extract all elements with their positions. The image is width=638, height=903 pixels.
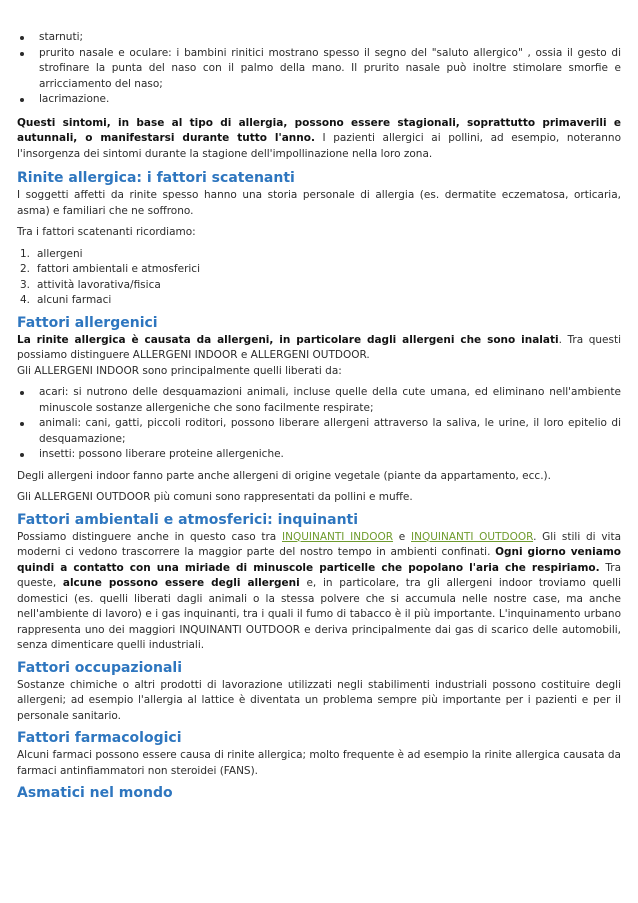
list-text: fattori ambientali e atmosferici bbox=[37, 263, 200, 275]
list-item: acari: si nutrono delle desquamazioni animali, incluse quelle della cute umana, ed eliminano nell'ambiente minuscole sostanze allergeniche che sono facilmente respirate; bbox=[17, 385, 621, 416]
heading-fattori-scatenanti: Rinite allergica: i fattori scatenanti bbox=[17, 170, 295, 186]
paragraph-text: e bbox=[393, 530, 412, 543]
heading-fattori-allergenici: Fattori allergenici bbox=[17, 314, 158, 331]
paragraph-pollutants bbox=[17, 530, 621, 654]
list-item: insetti: possono liberare proteine allergeniche. bbox=[17, 447, 621, 463]
list-item bbox=[17, 293, 621, 309]
bold-text: Questi sintomi, in base al tipo di allergia, possono essere stagionali, soprattutto primaverili e autunnali, o manifestarsi durante tutto l'anno. bbox=[17, 116, 621, 144]
list-item: starnuti; bbox=[17, 30, 621, 46]
list-item: prurito nasale e oculare: i bambini rinitici mostrano spesso il segno del "saluto allergico" , ossia il gesto di strofinare la punta del naso con il palmo della mano. Il prurito nasale può inoltre stimolare smorfie e arricciamento del naso; bbox=[17, 46, 621, 93]
list-number: 2. bbox=[20, 263, 31, 275]
bold-text: La rinite allergica è causata da allergeni, in particolare dagli allergeni che sono inalati bbox=[17, 333, 559, 346]
list-item: animali: cani, gatti, piccoli roditori, possono liberare allergeni attraverso la saliva, le urine, il loro epitelio di desquamazione; bbox=[17, 416, 621, 447]
paragraph-allergens bbox=[17, 333, 621, 364]
heading-asmatici-nel-mondo: Asmatici nel mondo bbox=[17, 785, 173, 801]
paragraph-text: Tra queste, bbox=[17, 561, 621, 589]
paragraph-occupational: Sostanze chimiche o altri prodotti di lavorazione utilizzati negli stabilimenti industriali possono costituire degli allergeni; ad esempio l'allergia al lattice è diventata un problema sempre più importante per i pazienti e per il personale sanitario. bbox=[17, 678, 621, 722]
heading-fattori-occupazionali: Fattori occupazionali bbox=[17, 659, 182, 676]
paragraph-outdoor: Gli ALLERGENI OUTDOOR più comuni sono rappresentati da pollini e muffe. bbox=[17, 491, 413, 503]
bold-text: alcune possono essere degli allergeni bbox=[62, 577, 300, 589]
paragraph-history: I soggetti affetti da rinite spesso hanno una storia personale di allergia (es. dermatite eczematosa, orticaria, asma) e familiari che ne soffrono. bbox=[17, 189, 621, 217]
list-item bbox=[17, 262, 621, 278]
link-inquinanti-outdoor[interactable]: INQUINANTI OUTDOOR bbox=[411, 530, 534, 543]
paragraph-vegetal: Degli allergeni indoor fanno parte anche allergeni di origine vegetale (piante da appartamento, ecc.). bbox=[17, 469, 551, 482]
triggers-list bbox=[17, 247, 621, 309]
list-number: 1. bbox=[20, 247, 31, 260]
symptoms-list bbox=[17, 30, 621, 108]
list-item bbox=[17, 278, 621, 294]
list-text: alcuni farmaci bbox=[37, 294, 112, 306]
paragraph-text: I pazienti allergici ai pollini, ad esempio, noteranno l'insorgenza dei sintomi durante la stagione dell'impollinazione nella loro zona. bbox=[17, 132, 622, 160]
list-text: attività lavorativa/fisica bbox=[37, 278, 161, 291]
list-text: allergeni bbox=[37, 247, 83, 260]
link-inquinanti-indoor[interactable]: INQUINANTI INDOOR bbox=[282, 530, 394, 543]
paragraph-indoor-intro: Gli ALLERGENI INDOOR sono principalmente quelli liberati da: bbox=[17, 364, 342, 377]
bold-text: Ogni giorno veniamo quindi a contatto con una miriade di minuscole particelle che popolano l'aria che respiriamo. bbox=[17, 546, 621, 574]
paragraph-pharmacological: Alcuni farmaci possono essere causa di rinite allergica; molto frequente è ad esempio la rinite allergica causata da farmaci antinfiammatori non steroidei (FANS). bbox=[17, 749, 621, 777]
heading-fattori-ambientali: Fattori ambientali e atmosferici: inquinanti bbox=[17, 511, 359, 528]
heading-fattori-farmacologici: Fattori farmacologici bbox=[17, 730, 182, 746]
paragraph-text: . Gli stili di vita moderni ci vedono trascorrere la maggior parte del nostro tempo in ambienti confinati. bbox=[17, 530, 622, 558]
paragraph-text: e, in particolare, tra gli allergeni indoor troviamo quelli domestici (es. quelli liberati dagli animali o la stessa polvere che si accumula nelle nostre case, ma anche nell'ambiente di lavoro) e i gas inquinanti, tra i quali il fumo di tabacco è il più importante. L'inquinamento urbano rappresenta uno dei maggiori INQUINANTI OUTDOOR e deriva principalmente dai gas di scarico delle automobili, senza dimenticare quelli industriali. bbox=[17, 577, 621, 651]
list-number: 4. bbox=[20, 294, 31, 306]
list-number: 3. bbox=[20, 278, 31, 291]
indoor-allergens-list bbox=[17, 385, 621, 463]
paragraph-seasonal bbox=[17, 116, 621, 163]
list-item bbox=[17, 247, 621, 263]
paragraph-text: . Tra questi possiamo distinguere ALLERGENI INDOOR e ALLERGENI OUTDOOR. bbox=[17, 333, 621, 361]
list-item: lacrimazione. bbox=[17, 92, 621, 108]
paragraph-text: Possiamo distinguere anche in questo caso tra bbox=[17, 530, 282, 543]
paragraph-triggers-intro: Tra i fattori scatenanti ricordiamo: bbox=[17, 226, 196, 238]
